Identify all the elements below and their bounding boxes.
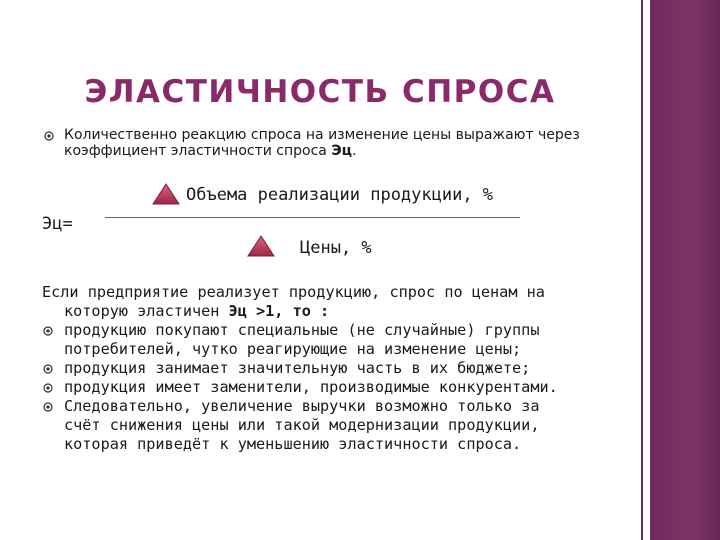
delta-triangle-icon — [247, 235, 275, 257]
intro-line-2-post: . — [351, 143, 357, 159]
list-item-line: потребителей, чутко реагирующие на изменение цены; — [64, 340, 522, 358]
side-decoration-bar — [650, 0, 720, 540]
formula-numerator: Объема реализации продукции, % — [186, 185, 494, 205]
bullet-circle-icon — [43, 383, 53, 393]
list-item — [64, 321, 624, 359]
paragraph-line-2-pre: которую эластичен — [64, 302, 229, 320]
list-item-line: которая приведёт к уменьшению эластичности спроса. — [64, 435, 522, 453]
formula-lhs: Эц= — [42, 214, 73, 234]
slide-title: ЭЛАСТИЧНОСТЬ СПРОСА — [84, 74, 556, 110]
fraction-line — [105, 217, 520, 218]
condition-paragraph — [42, 283, 632, 321]
bullet-circle-icon — [44, 131, 54, 141]
intro-line-2 — [64, 143, 624, 159]
paragraph-condition: Эц >1, то : — [228, 302, 330, 320]
intro-coef-symbol: Эц — [331, 143, 352, 159]
delta-triangle-icon — [152, 183, 180, 205]
paragraph-line-2 — [42, 302, 632, 321]
side-divider — [641, 0, 643, 540]
intro-line-1: Количественно реакцию спроса на изменение цены выражают через — [64, 127, 580, 143]
conditions-list — [64, 321, 624, 454]
paragraph-line-1: Если предприятие реализует продукцию, спрос по ценам на — [42, 283, 545, 301]
list-item-line: продукцию покупают специальные (не случайные) группы — [64, 321, 540, 339]
intro-line-2-pre: коэффициент эластичности спроса — [64, 143, 332, 159]
list-item-line: продукция занимает значительную часть в их бюджете; — [64, 359, 531, 377]
bullet-circle-icon — [43, 364, 53, 374]
intro-text — [64, 127, 624, 159]
bullet-circle-icon — [43, 402, 53, 412]
list-item-line: счёт снижения цены или такой модернизации продукции, — [64, 416, 540, 434]
list-item — [64, 378, 624, 397]
list-item — [64, 397, 624, 454]
list-item-line: продукция имеет заменители, производимые конкурентами. — [64, 378, 558, 396]
list-item — [64, 359, 624, 378]
list-item-line: Следовательно, увеличение выручки возможно только за — [64, 397, 540, 415]
bullet-circle-icon — [43, 326, 53, 336]
formula-denominator: Цены, % — [300, 238, 372, 258]
